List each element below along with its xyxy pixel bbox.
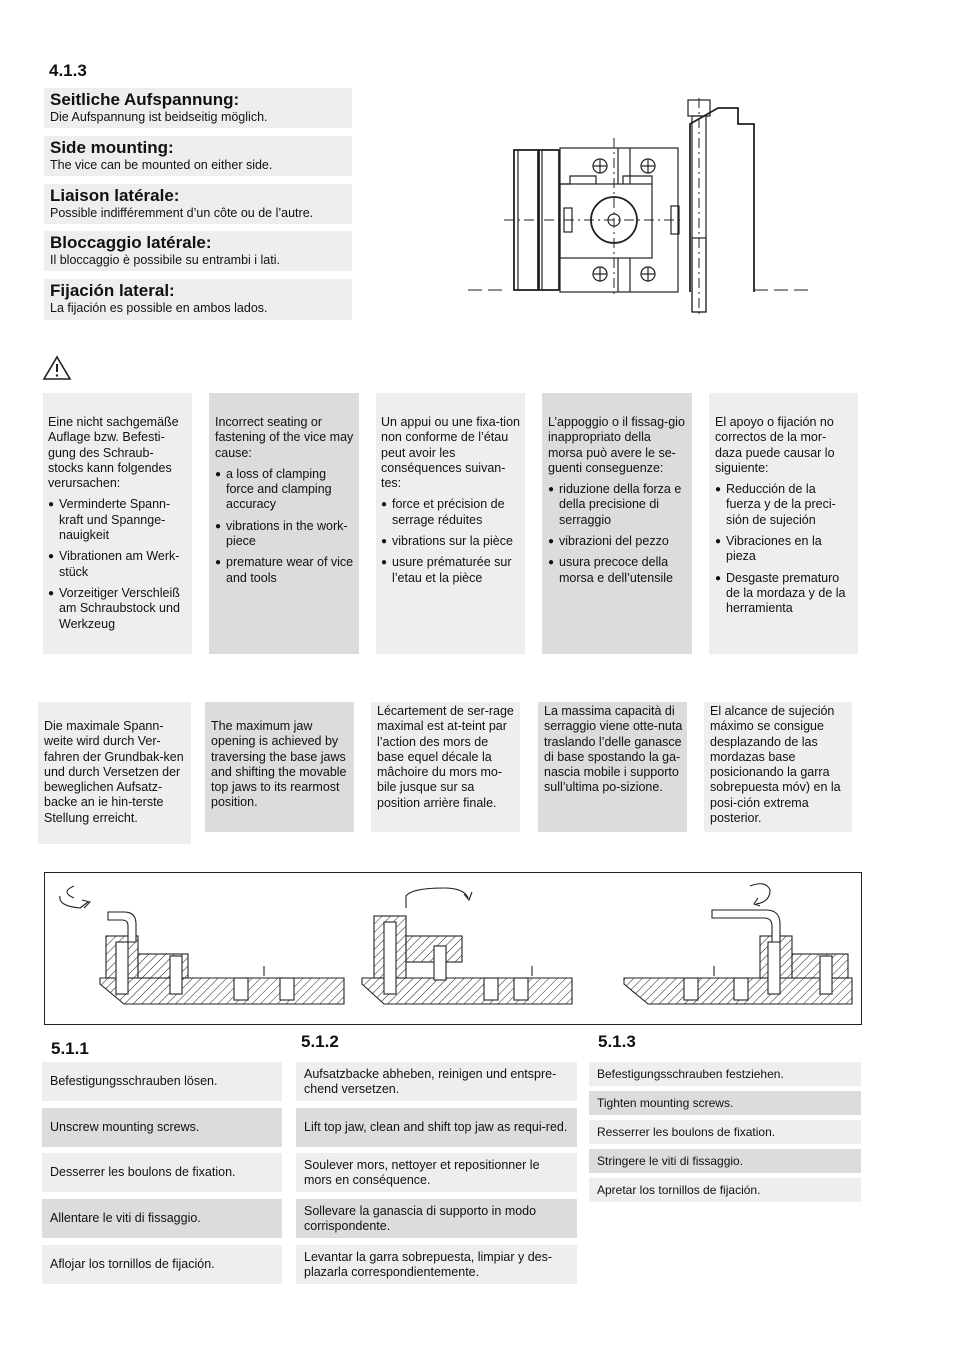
warning-bullet: ● Vorzeitiger Verschleiß am Schraubstock und Werkzeug [48,586,186,632]
warning-intro-de: Eine nicht sachgemäße Auflage bzw. Befesti-gung des Schraub-stocks kann folgendes verursachen: [48,415,179,491]
heading-fr: Liaison latérale: [50,186,180,205]
max-opening-fr: Lécartement de ser-rage maximal est at-teint par l’action des mors de base equel décale la mâchoire du mors mo-bile jusque sur sa position arrière finale. [371,702,520,832]
warning-bullet: ● vibrations in the work-piece [215,519,354,550]
warning-bullet: ● Vibraciones en la pieza [715,534,853,565]
max-opening-de: Die maximale Spann-weite wird durch Ver-fahren der Grundbak-ken und durch Versetzen der beweglichen Aufsatz-backe an ie hin-terste Stellung erreicht. [38,702,191,844]
lang-box-es [44,279,352,320]
step-5-1-2-it: Sollevare la ganascia di supporto in modo corrispondente. [296,1199,577,1238]
warning-triangle-icon [42,355,72,381]
section-number-4-1-3: 4.1.3 [49,61,87,80]
step-5-1-2-de: Aufsatzbacke abheben, reinigen und entspre-chend versetzen. [296,1062,577,1101]
warning-bullet: ● force et précision de serrage réduites [381,497,520,528]
warning-bullet: ● Reducción de la fuerza y de la preci-sión de sujeción [715,482,853,528]
step-5-1-3-es: Apretar los tornillos de fijación. [589,1178,861,1202]
lang-box-fr [44,184,352,224]
step-5-1-2-es: Levantar la garra sobrepuesta, limpiar y des-plazarla correspondientemente. [296,1245,577,1284]
step-5-1-1-en: Unscrew mounting screws. [42,1108,282,1147]
warning-intro-en: Incorrect seating or fastening of the vice may cause: [215,415,354,460]
warning-intro-it: L’appoggio o il fissag-gio inappropriato della morsa può avere le se-guenti conseguenze: [548,415,685,475]
heading-it: Bloccaggio latérale: [50,233,212,252]
lang-box-it [44,231,352,271]
step-5-1-1-es: Aflojar los tornillos de fijación. [42,1245,282,1284]
step-5-1-2-en: Lift top jaw, clean and shift top jaw as requi-red. [296,1108,577,1147]
text-it: Il bloccaggio è possibile su entrambi i lati. [50,253,280,267]
heading-de: Seitliche Aufspannung: [50,90,240,109]
side-mounting-drawing [468,98,808,316]
step-number-5-1-1: 5.1.1 [51,1039,89,1058]
warning-bullet: ● Verminderte Spann-kraft und Spannge-nauigkeit [48,497,186,543]
text-en: The vice can be mounted on either side. [50,158,273,172]
step-5-1-3-fr: Resserrer les boulons de fixation. [589,1120,861,1144]
warning-bullet: ● riduzione della forza e della precisione di serraggio [548,482,688,528]
step-5-1-3-it: Stringere le viti di fissaggio. [589,1149,861,1173]
step-5-1-1-de: Befestigungsschrauben lösen. [42,1062,282,1101]
warning-bullet: ● premature wear of vice and tools [215,555,354,586]
warning-bullet: ● vibrazioni del pezzo [548,534,688,549]
warning-intro-es: El apoyo o fijación no correctos de la mor-daza puede causar lo siguiente: [715,415,835,475]
warning-column-en [209,393,359,654]
step-number-5-1-3: 5.1.3 [598,1032,636,1051]
step-5-1-1-it: Allentare le viti di fissaggio. [42,1199,282,1238]
lang-box-en [44,136,352,176]
step-5-1-3-de: Befestigungsschrauben festziehen. [589,1062,861,1086]
text-de: Die Aufspannung ist beidseitig möglich. [50,110,268,124]
text-fr: Possible indifféremment d’un côte ou de l’autre. [50,206,314,220]
warning-intro-fr: Un appui ou une fixa-tion non conforme de l’étau peut avoir les conséquences suivan-tes: [381,415,520,491]
warning-column-it [542,393,692,654]
step-5-1-3-en: Tighten mounting screws. [589,1091,861,1115]
warning-bullet: ● usura precoce della morsa e dell’utensile [548,555,688,586]
max-opening-it: La massima capacità di serraggio viene otte-nuta traslando l’delle ganasce di base spostando la ga-nascia mobile i supporto sull’ultima po-sizione. [538,702,687,832]
warning-bullet: ● usure prématurée sur l’etau et la pièce [381,555,520,586]
lang-box-de [44,88,352,128]
warning-bullet: ● Desgaste prematuro de la mordaza y de la herramienta [715,571,853,617]
procedure-illustration [44,872,862,1025]
max-opening-en: The maximum jaw opening is achieved by traversing the base jaws and shifting the movable top jaws to its rearmost position. [205,702,354,832]
heading-es: Fijación lateral: [50,281,175,300]
warning-column-fr [376,393,525,654]
step-5-1-2-fr: Soulever mors, nettoyer et repositionner le mors en conséquence. [296,1153,577,1192]
step-5-1-1-fr: Desserrer les boulons de fixation. [42,1153,282,1192]
warning-bullet: ● a loss of clamping force and clamping accuracy [215,467,354,513]
warning-column-de [43,393,192,654]
max-opening-es: El alcance de sujeción máximo se consigue desplazando de las mordazas base posicionando la garra sobrepuesta móv) en la posi-ción extrema posterior. [704,702,852,832]
warning-bullet: ● Vibrationen am Werk-stück [48,549,186,580]
warning-bullet: ● vibrations sur la pièce [381,534,520,549]
text-es: La fijación es possible en ambos lados. [50,301,268,315]
heading-en: Side mounting: [50,138,174,157]
step-number-5-1-2: 5.1.2 [301,1032,339,1051]
warning-column-es [709,393,858,654]
